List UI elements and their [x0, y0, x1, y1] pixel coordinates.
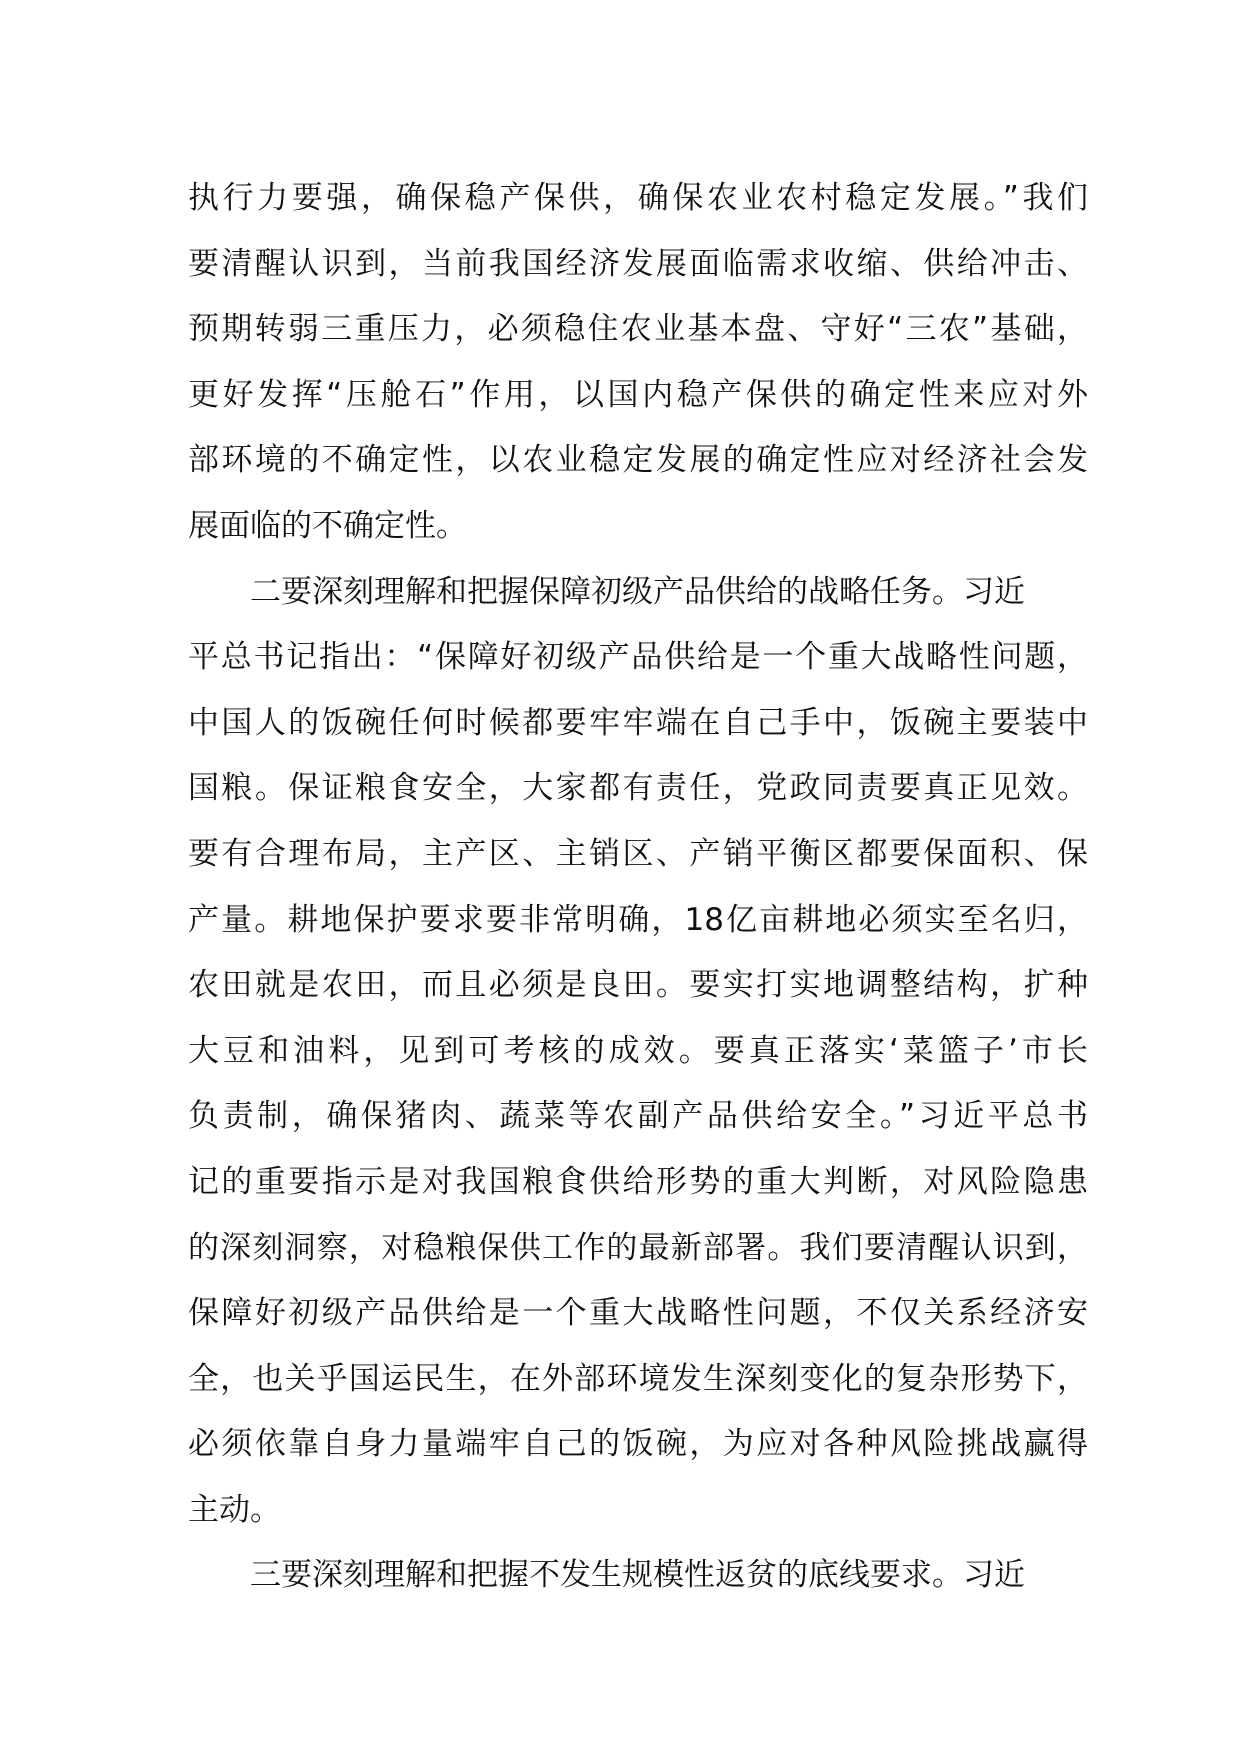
paragraph-line-last: 主动。 — [188, 1491, 281, 1528]
paragraph-line: 国粮。保证粮食安全，大家都有责任，党政同责要真正见效。 — [188, 770, 1088, 807]
paragraph-line: 必须依靠自身力量端牢自己的饭碗，为应对各种风险挑战赢得 — [188, 1426, 1088, 1463]
paragraph-line: 预期转弱三重压力，必须稳住农业基本盘、守好“三农”基础， — [188, 311, 1088, 348]
paragraph-line: 保障好初级产品供给是一个重大战略性问题，不仅关系经济安 — [188, 1295, 1088, 1332]
paragraph-line-first: 三要深刻理解和把握不发生规模性返贫的底线要求。习近 — [250, 1557, 1025, 1594]
paragraph-2 — [188, 560, 1088, 1544]
paragraph-line-last: 展面临的不确定性。 — [188, 507, 467, 544]
paragraph-line: 农田就是农田，而且必须是良田。要实打实地调整结构，扩种 — [188, 967, 1088, 1004]
document-body — [188, 166, 1088, 1609]
paragraph-line-first: 二要深刻理解和把握保障初级产品供给的战略任务。习近 — [250, 573, 1025, 610]
paragraph-line: 平总书记指出：“保障好初级产品供给是一个重大战略性问题， — [188, 639, 1088, 676]
paragraph-line: 更好发挥“压舱石”作用，以国内稳产保供的确定性来应对外 — [188, 376, 1088, 413]
paragraph-line: 全，也关乎国运民生，在外部环境发生深刻变化的复杂形势下， — [188, 1360, 1088, 1397]
paragraph-line: 执行力要强，确保稳产保供，确保农业农村稳定发展。”我们 — [188, 180, 1088, 216]
paragraph-line: 负责制，确保猪肉、蔬菜等农副产品供给安全。”习近平总书 — [188, 1098, 1088, 1135]
paragraph-line: 要清醒认识到，当前我国经济发展面临需求收缩、供给冲击、 — [188, 245, 1088, 282]
paragraph-line: 产量。耕地保护要求要非常明确，18亿亩耕地必须实至名归， — [188, 901, 1088, 938]
paragraph-line: 大豆和油料，见到可考核的成效。要真正落实‘菜篮子’市长 — [188, 1032, 1088, 1069]
paragraph-3 — [188, 1543, 1088, 1609]
paragraph-line: 的深刻洞察，对稳粮保供工作的最新部署。我们要清醒认识到， — [188, 1229, 1088, 1266]
paragraph-1 — [188, 166, 1088, 560]
paragraph-line: 部环境的不确定性，以农业稳定发展的确定性应对经济社会发 — [188, 442, 1088, 479]
paragraph-line: 要有合理布局，主产区、主销区、产销平衡区都要保面积、保 — [188, 835, 1088, 872]
paragraph-line: 记的重要指示是对我国粮食供给形势的重大判断，对风险隐患 — [188, 1163, 1088, 1200]
paragraph-line: 中国人的饭碗任何时候都要牢牢端在自己手中，饭碗主要装中 — [188, 704, 1088, 741]
